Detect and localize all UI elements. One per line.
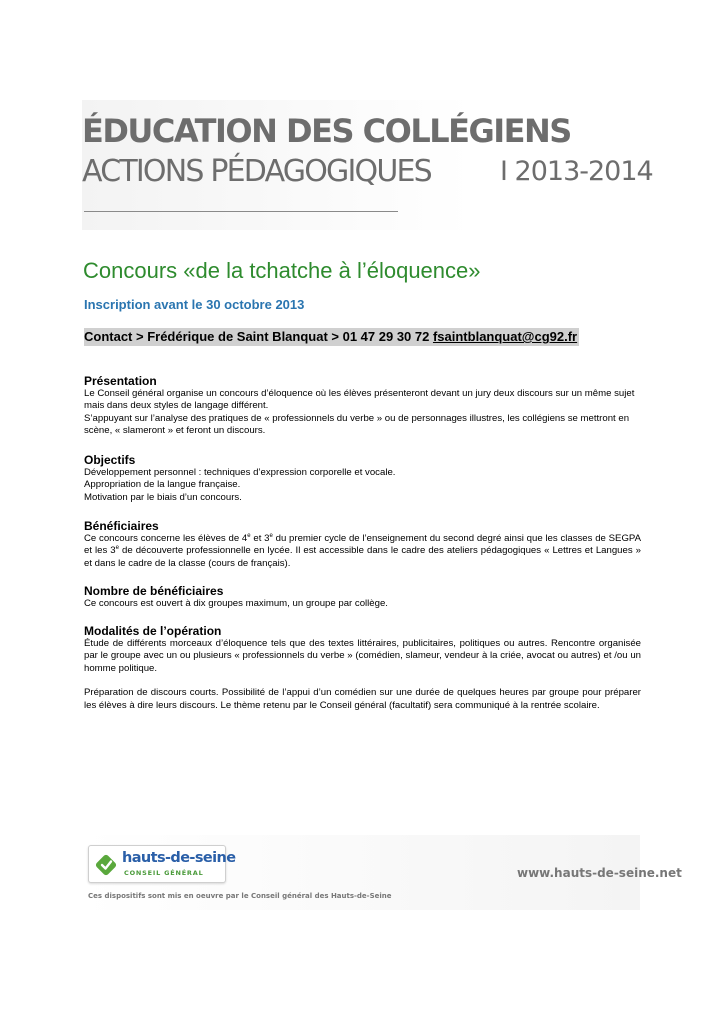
text-run: de découverte professionnelle en lycée. Il est accessible dans le cadre des ateliers pédagogiques « Lettres et Langues » et dans le cadre de la classe (cours de français).: [84, 545, 641, 569]
section-paragraph: S’appuyant sur l’analyse des pratiques de « professionnels du verbe » ou de personnages illustres, les collégiens se mettront en scène, « slameront » et feront un discours.: [84, 412, 630, 437]
inscription-deadline: Inscription avant le 30 octobre 2013: [84, 297, 305, 312]
logo-subtitle: CONSEIL GÉNÉRAL: [124, 869, 204, 877]
footer-note: Ces dispositifs sont mis en oeuvre par le Conseil général des Hauts-de-Seine: [88, 892, 392, 900]
objective-item: Motivation par le biais d’un concours.: [84, 491, 242, 503]
section-paragraph: Le Conseil général organise un concours d’éloquence où les élèves présenteront devant un jury deux discours sur un même sujet mais dans deux styles de langage différent.: [84, 388, 635, 412]
section-heading: Présentation: [84, 374, 157, 388]
section-heading: Nombre de bénéficiaires: [84, 584, 224, 598]
superscript: e: [247, 533, 251, 539]
text-run: du premier cycle de l’enseignement du second degré ainsi que les classes de SEGPA et les 3: [84, 533, 641, 557]
objective-item: Développement personnel : techniques d’expression corporelle et vocale.: [84, 467, 396, 478]
section-heading: Bénéficiaires: [84, 519, 159, 533]
contact-email-link[interactable]: fsaintblanquat@cg92.fr: [432, 329, 578, 344]
section-objectifs: [84, 453, 641, 504]
footer-website-link[interactable]: www.hauts-de-seine.net: [517, 866, 682, 880]
logo-name: hauts-de-seine: [122, 850, 236, 866]
section-presentation: [84, 374, 641, 438]
section-modalites: [84, 624, 641, 712]
section-heading: Objectifs: [84, 453, 136, 467]
header-subtitle: ACTIONS PÉDAGOGIQUES: [82, 154, 431, 189]
section-beneficiaires: [84, 519, 641, 570]
section-heading: Modalités de l’opération: [84, 624, 222, 638]
objective-item: Appropriation de la langue française.: [84, 479, 241, 491]
section-paragraph: Étude de différents morceaux d’éloquence tels que des textes littéraires, publicitaires, politiques ou autres. Rencontre organisée par le groupe avec un ou plusieurs « professionnels du verbe » (comédien, slameur, vendeur à la criée, avocat ou autres) et /ou un homme politique.: [84, 638, 641, 674]
hauts-de-seine-logo: [88, 845, 236, 883]
section-nombre: [84, 584, 641, 610]
header-year: I 2013-2014: [500, 156, 653, 187]
contact-line: [84, 328, 579, 346]
superscript: e: [269, 533, 273, 539]
section-paragraph: Ce concours est ouvert à dix groupes maximum, un groupe par collège.: [84, 598, 388, 609]
text-run: Ce concours concerne les élèves de 4: [84, 533, 248, 544]
header-title: ÉDUCATION DES COLLÉGIENS: [82, 112, 571, 150]
contact-text: Contact > Frédérique de Saint Blanquat > 01 47 29 30 72: [84, 329, 433, 344]
header-divider: [84, 211, 398, 212]
section-paragraph: [84, 533, 641, 570]
superscript: e: [115, 545, 119, 552]
section-paragraph: Préparation de discours courts. Possibilité de l’appui d’un comédien sur une durée de quelques heures par groupe pour préparer les élèves à dire leurs discours. Le thème retenu par le Conseil général (facultatif) sera communiqué à la rentrée scolaire.: [84, 687, 641, 711]
logo-diamond-icon: [93, 852, 119, 878]
text-run: et 3: [250, 533, 270, 544]
document-title: Concours «de la tchatche à l’éloquence»: [83, 258, 481, 283]
